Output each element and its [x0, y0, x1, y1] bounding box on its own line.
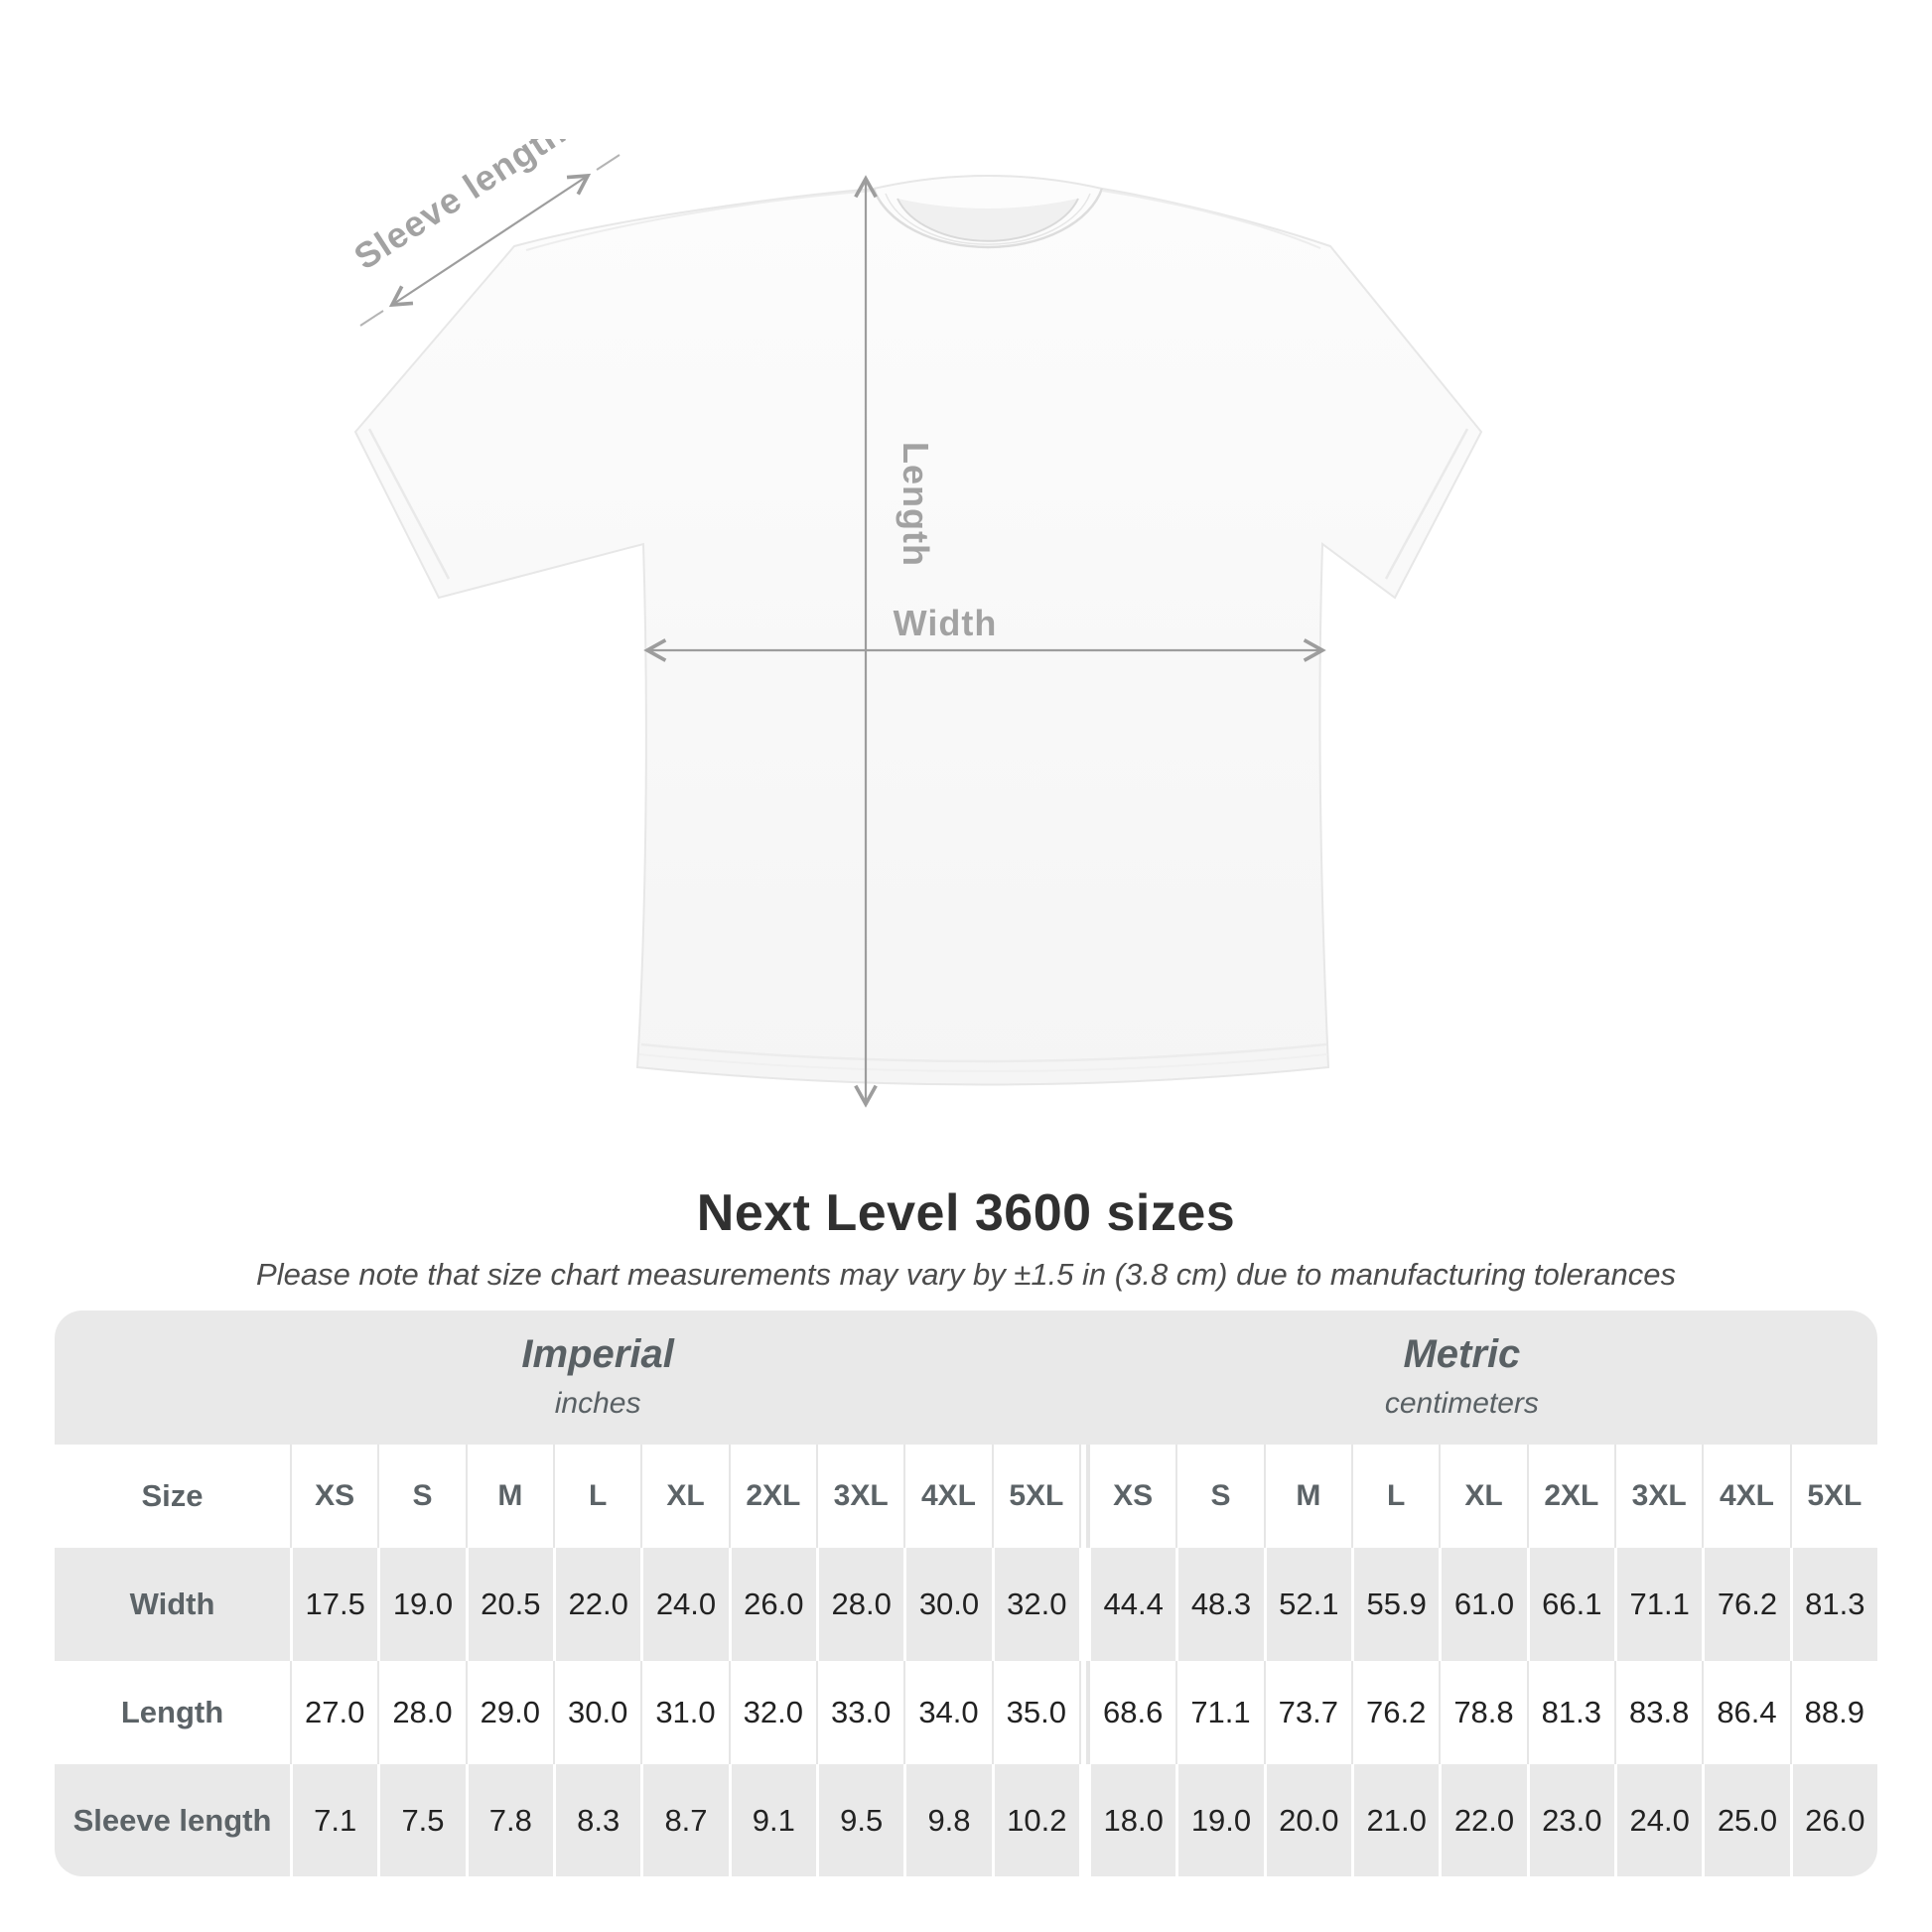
sleeve-length-label: Sleeve length — [346, 139, 574, 278]
value-cell: 19.0 — [377, 1548, 465, 1661]
value-cell: 31.0 — [640, 1661, 728, 1764]
value-cell: 7.5 — [377, 1764, 465, 1876]
value-cell: 71.1 — [1614, 1548, 1702, 1661]
unit-header-band — [55, 1311, 1877, 1445]
value-cell: 17.5 — [290, 1548, 377, 1661]
metric-section-header — [1385, 1332, 1539, 1421]
value-cell: 10.2 — [992, 1764, 1079, 1876]
value-cell: 23.0 — [1527, 1764, 1614, 1876]
value-cell: 29.0 — [466, 1661, 553, 1764]
size-header-cell: M — [1264, 1445, 1351, 1548]
value-cell: 8.3 — [553, 1764, 640, 1876]
size-header-cell: XL — [640, 1445, 728, 1548]
value-cell: 9.1 — [729, 1764, 816, 1876]
value-cell: 28.0 — [377, 1661, 465, 1764]
value-cell: 7.1 — [290, 1764, 377, 1876]
value-cell: 61.0 — [1439, 1548, 1526, 1661]
imperial-section-header — [521, 1332, 673, 1421]
width-label: Width — [893, 603, 998, 643]
value-cell: 32.0 — [992, 1548, 1079, 1661]
size-header-cell: 4XL — [1702, 1445, 1789, 1548]
sleeve-dimension-tick-top — [597, 155, 620, 170]
size-table — [55, 1311, 1877, 1876]
value-cell: 32.0 — [729, 1661, 816, 1764]
section-divider — [1079, 1445, 1088, 1548]
value-cell: 83.8 — [1614, 1661, 1702, 1764]
size-header-cell: XS — [1088, 1445, 1175, 1548]
size-header-cell: XS — [290, 1445, 377, 1548]
centimeters-label: centimeters — [1384, 1387, 1539, 1420]
size-header-cell: 2XL — [729, 1445, 816, 1548]
value-cell: 9.8 — [903, 1764, 991, 1876]
value-cell: 81.3 — [1527, 1661, 1614, 1764]
size-header-cell: L — [1351, 1445, 1439, 1548]
size-table-grid — [55, 1445, 1877, 1876]
size-header-cell: XL — [1439, 1445, 1526, 1548]
value-cell: 81.3 — [1790, 1548, 1877, 1661]
value-cell: 76.2 — [1702, 1548, 1789, 1661]
value-cell: 66.1 — [1527, 1548, 1614, 1661]
value-cell: 73.7 — [1264, 1661, 1351, 1764]
size-header-cell: 5XL — [992, 1445, 1079, 1548]
value-cell: 76.2 — [1351, 1661, 1439, 1764]
value-cell: 18.0 — [1088, 1764, 1175, 1876]
size-column-header: Size — [55, 1445, 290, 1548]
value-cell: 20.5 — [466, 1548, 553, 1661]
section-divider — [1079, 1764, 1088, 1876]
value-cell: 71.1 — [1175, 1661, 1263, 1764]
value-cell: 33.0 — [816, 1661, 903, 1764]
row-label-cell: Length — [55, 1661, 290, 1764]
value-cell: 34.0 — [903, 1661, 991, 1764]
size-header-cell: L — [553, 1445, 640, 1548]
value-cell: 30.0 — [553, 1661, 640, 1764]
value-cell: 27.0 — [290, 1661, 377, 1764]
value-cell: 20.0 — [1264, 1764, 1351, 1876]
metric-label: Metric — [1403, 1332, 1521, 1376]
value-cell: 24.0 — [640, 1548, 728, 1661]
section-divider — [1079, 1548, 1088, 1661]
sleeve-dimension-tick-bottom — [360, 311, 383, 326]
value-cell: 25.0 — [1702, 1764, 1789, 1876]
row-label-cell: Sleeve length — [55, 1764, 290, 1876]
inches-label: inches — [554, 1387, 641, 1420]
value-cell: 8.7 — [640, 1764, 728, 1876]
size-header-cell: S — [377, 1445, 465, 1548]
value-cell: 24.0 — [1614, 1764, 1702, 1876]
value-cell: 68.6 — [1088, 1661, 1175, 1764]
value-cell: 78.8 — [1439, 1661, 1526, 1764]
size-header-cell: M — [466, 1445, 553, 1548]
value-cell: 28.0 — [816, 1548, 903, 1661]
tshirt-diagram — [318, 139, 1509, 1142]
tshirt-graphic — [318, 139, 1509, 1142]
value-cell: 52.1 — [1264, 1548, 1351, 1661]
value-cell: 22.0 — [553, 1548, 640, 1661]
size-header-cell: 2XL — [1527, 1445, 1614, 1548]
size-header-cell: 5XL — [1790, 1445, 1877, 1548]
size-header-cell: 3XL — [1614, 1445, 1702, 1548]
size-header-cell: 3XL — [816, 1445, 903, 1548]
value-cell: 55.9 — [1351, 1548, 1439, 1661]
row-label-cell: Width — [55, 1548, 290, 1661]
size-header-cell: S — [1175, 1445, 1263, 1548]
size-header-cell: 4XL — [903, 1445, 991, 1548]
value-cell: 88.9 — [1790, 1661, 1877, 1764]
tolerance-note: Please note that size chart measurements may vary by ±1.5 in (3.8 cm) due to manufacturing tolerances — [256, 1257, 1676, 1292]
value-cell: 44.4 — [1088, 1548, 1175, 1661]
page-title: Next Level 3600 sizes — [696, 1184, 1236, 1242]
value-cell: 35.0 — [992, 1661, 1079, 1764]
value-cell: 19.0 — [1175, 1764, 1263, 1876]
value-cell: 7.8 — [466, 1764, 553, 1876]
value-cell: 21.0 — [1351, 1764, 1439, 1876]
value-cell: 9.5 — [816, 1764, 903, 1876]
value-cell: 86.4 — [1702, 1661, 1789, 1764]
length-label: Length — [896, 442, 936, 567]
value-cell: 26.0 — [729, 1548, 816, 1661]
value-cell: 48.3 — [1175, 1548, 1263, 1661]
value-cell: 26.0 — [1790, 1764, 1877, 1876]
value-cell: 22.0 — [1439, 1764, 1526, 1876]
value-cell: 30.0 — [903, 1548, 991, 1661]
imperial-label: Imperial — [521, 1332, 674, 1376]
section-divider — [1079, 1661, 1088, 1764]
